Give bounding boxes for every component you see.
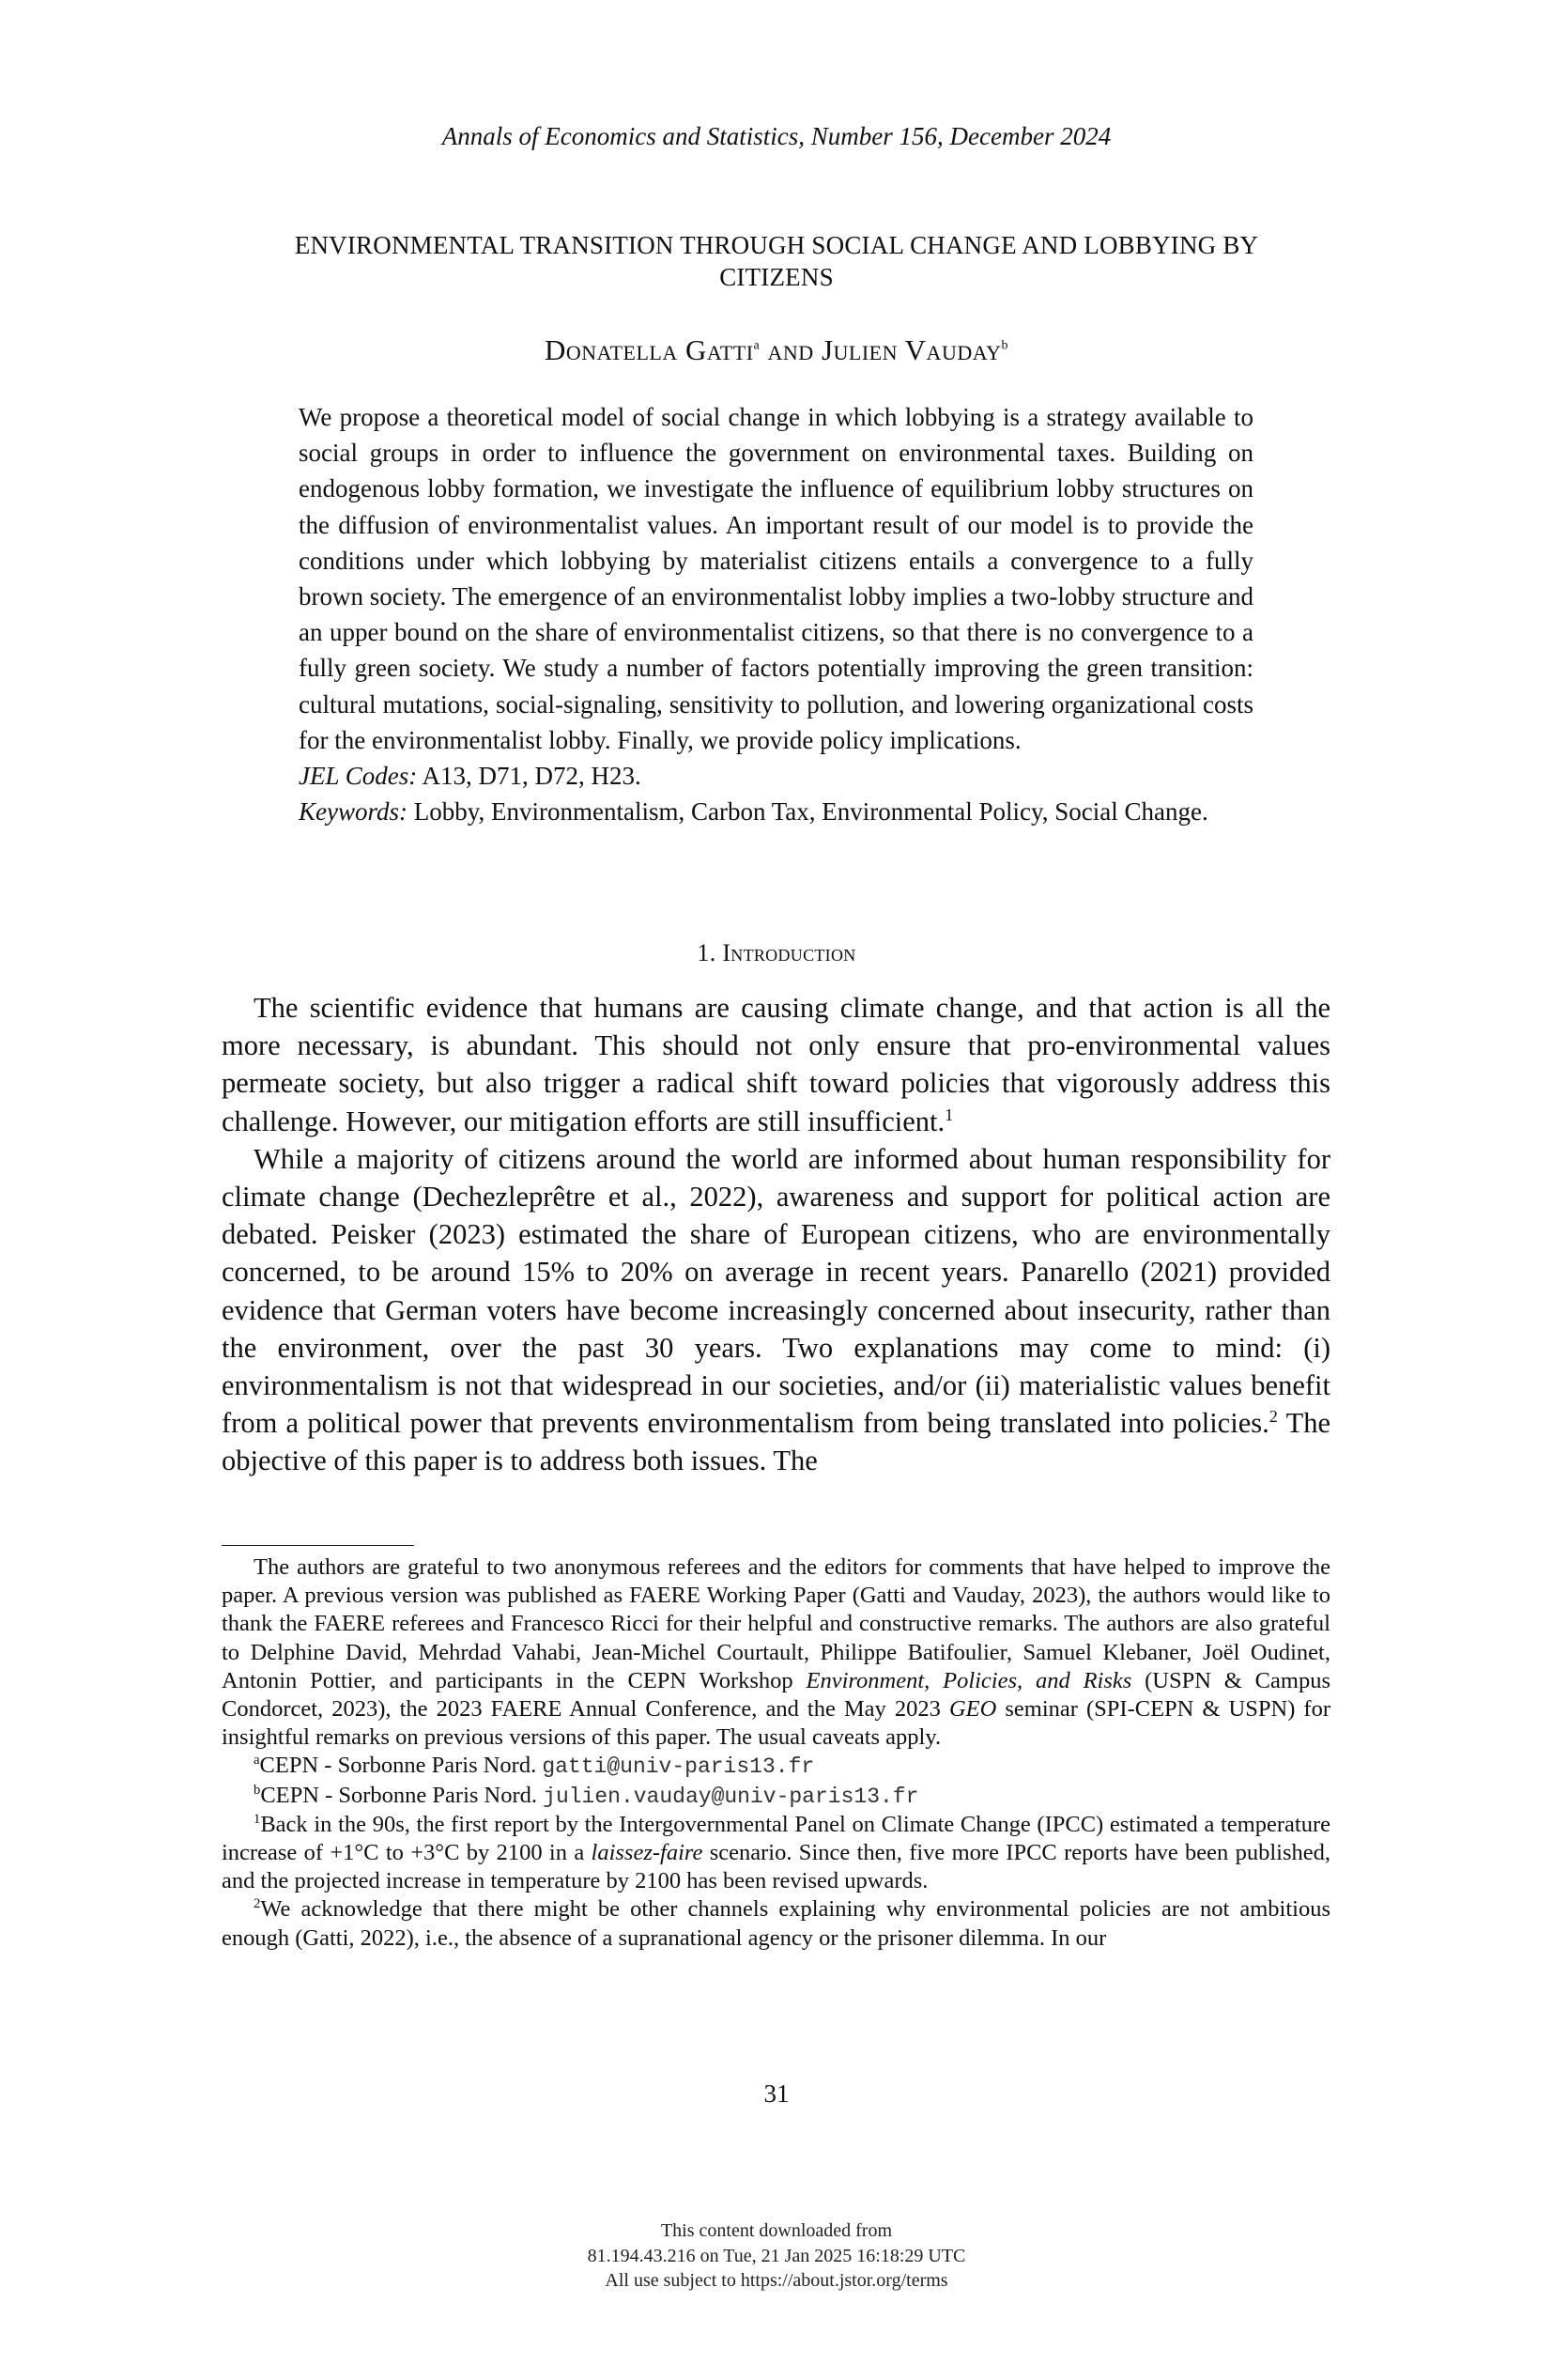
author-name: Donatella Gatti bbox=[545, 333, 754, 366]
jel-codes bbox=[299, 758, 1253, 794]
journal-header: Annals of Economics and Statistics, Number 156, December 2024 bbox=[441, 122, 1112, 150]
jel-label: JEL Codes: bbox=[299, 762, 418, 791]
jstor-download-notice: This content downloaded from 81.194.43.216 on Tue, 21 Jan 2025 16:18:29 UTC All use subject to https://about.jstor.org/terms bbox=[0, 2218, 1553, 2294]
section-number: 1. bbox=[697, 939, 716, 966]
author-connector: and bbox=[767, 333, 814, 366]
author-list bbox=[0, 333, 1553, 367]
footnote-ref[interactable]: 1 bbox=[945, 1105, 954, 1124]
affiliation-note: $^a$CEPN - Sorbonne Paris Nord. gatti@univ-paris13.fr bbox=[254, 1753, 815, 1780]
paragraph: The scientific evidence that humans are causing climate change, and that action is all the more necessary, is abundant. This should not only ensure that pro-environmental values permeate society, but also trigger a radical shift toward policies that vigorously address this challenge. However, our mitigation efforts are still insufficient.$^1$ bbox=[222, 992, 1330, 1137]
body-text bbox=[222, 989, 1330, 1480]
abstract-text: We propose a theoretical model of social change in which lobbying is a strategy available to social groups in order to influence the government on environmental taxes. Building on endogenous lobby formation, we investigate the influence of equilibrium lobby structures on the diffusion of environmentalist values. An important result of our model is to provide the conditions under which lobbying by materialist citizens entails a convergence to a fully brown society. The emergence of an environmentalist lobby implies a two-lobby structure and an upper bound on the share of environmentalist citizens, so that there is no convergence to a fully green society. We study a number of factors potentially improving the green transition: cultural mutations, social-signaling, sensitivity to pollution, and lowering organizational costs for the environmentalist lobby. Finally, we provide policy implications. bbox=[299, 403, 1253, 754]
affiliation-note: $^b$CEPN - Sorbonne Paris Nord. julien.vauday@univ-paris13.fr bbox=[254, 1782, 919, 1809]
paper-title-line-2: CITIZENS bbox=[719, 263, 834, 291]
footnotes bbox=[222, 1553, 1330, 1953]
page-number: 31 bbox=[763, 2079, 790, 2108]
paper-title bbox=[222, 229, 1331, 293]
footnote: $^2$We acknowledge that there might be other channels explaining why environmental policies are not ambitious enough (Gatti, 2022), i.e., the absence of a supranational agency or the prisoner dilemma. In our bbox=[222, 1896, 1330, 1951]
email-link[interactable]: julien.vauday@univ-paris13.fr bbox=[543, 1784, 919, 1809]
affiliation-marker: a bbox=[753, 338, 761, 353]
section-title: Introduction bbox=[722, 939, 856, 966]
keywords-label: Keywords: bbox=[299, 797, 407, 827]
acknowledgement-note: The authors are grateful to two anonymous referees and the editors for comments that have helped to improve the paper. A previous version was published as FAERE Working Paper (Gatti and Vauday, 2023), the authors would like to thank the FAERE referees and Francesco Ricci for their helpful and constructive remarks. The authors are also grateful to Delphine David, Mehrdad Vahabi, Jean-Michel Courtault, Philippe Batifoulier, Samuel Klebaner, Joël Oudinet, Antonin Pottier, and participants in the CEPN Workshop Environment, Policies, and Risks (USPN & Campus Condorcet, 2023), the 2023 FAERE Annual Conference, and the May 2023 GEO seminar (SPI-CEPN & USPN) for insightful remarks on previous versions of this paper. The usual caveats apply. bbox=[222, 1554, 1330, 1751]
paper-title-line-1: ENVIRONMENTAL TRANSITION THROUGH SOCIAL CHANGE AND LOBBYING BY bbox=[294, 231, 1259, 259]
footnote: $^1$Back in the 90s, the first report by the Intergovernmental Panel on Climate Change (IPCC) estimated a temperature increase of +1°C to +3°C by 2100 in a laissez-faire scenario. Since then, five more IPCC reports have been published, and the projected increase in temperature by 2100 has been revised upwards. bbox=[222, 1811, 1331, 1894]
paragraph: While a majority of citizens around the world are informed about human responsibility for climate change (Dechezleprêtre et al., 2022), awareness and support for political action are debated. Peisker (2023) estimated the share of European citizens, who are environmentally concerned, to be around 15% to 20% on average in recent years. Panarello (2021) provided evidence that German voters have become increasingly concerned about insecurity, rather than the environment, over the past 30 years. Two explanations may come to mind: (i) environmentalism is not that widespread in our societies, and/or (ii) materialistic values benefit from a political power that prevents environmentalism from being translated into policies.$^2$ The objective of this paper is to address both issues. The bbox=[222, 1142, 1331, 1477]
email-link[interactable]: gatti@univ-paris13.fr bbox=[542, 1754, 815, 1780]
author-name: Julien Vauday bbox=[821, 333, 1002, 366]
affiliation-marker: b bbox=[1001, 338, 1008, 353]
keywords bbox=[299, 794, 1253, 829]
footnote-divider bbox=[222, 1545, 414, 1546]
footnote-ref[interactable]: 2 bbox=[1269, 1407, 1278, 1427]
terms-link[interactable]: All use subject to https://about.jstor.org/terms bbox=[605, 2270, 948, 2291]
jel-value: A13, D71, D72, H23. bbox=[417, 762, 641, 791]
abstract bbox=[299, 399, 1253, 829]
section-heading bbox=[0, 939, 1553, 967]
keywords-value: Lobby, Environmentalism, Carbon Tax, Environmental Policy, Social Change. bbox=[407, 797, 1208, 827]
